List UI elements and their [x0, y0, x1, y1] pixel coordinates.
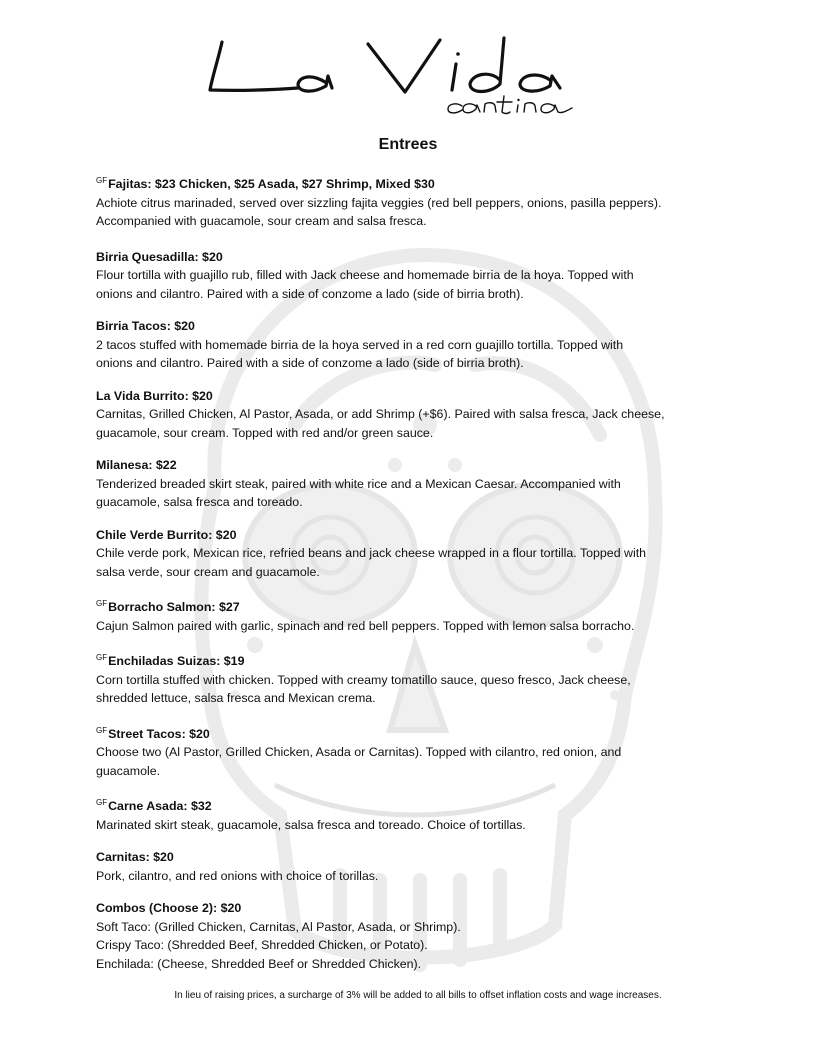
menu-item-description: Cajun Salmon paired with garlic, spinach and red bell peppers. Topped with lemon salsa borracho.: [96, 618, 635, 633]
menu-item-name: [96, 722, 721, 744]
menu-item-description: guacamole, salsa fresca and toreado.: [96, 495, 303, 509]
menu-item-description: Achiote citrus marinaded, served over sizzling fajita veggies (red bell peppers, onions, pasilla peppers).: [96, 195, 662, 210]
menu-item-description: guacamole, sour cream. Topped with red and/or green sauce.: [96, 425, 434, 440]
menu-item-name: [96, 387, 721, 406]
menu-item: [96, 387, 721, 443]
menu-item-name: [96, 899, 721, 918]
menu-item-title: Carne Asada: $32: [108, 799, 212, 813]
menu-item-description: Carnitas, Grilled Chicken, Al Pastor, Asada, or add Shrimp (+$6). Paired with salsa fresca, Jack cheese,: [96, 407, 665, 421]
menu-item-description: 2 tacos stuffed with homemade birria de la hoya served in a red corn guajillo tortilla. Topped with: [96, 337, 624, 352]
menu-item-description: shredded lettuce, salsa fresca and Mexican crema.: [96, 691, 376, 705]
menu-item-title: Birria Quesadilla: $20: [96, 249, 223, 264]
menu-list: [96, 172, 721, 973]
menu-item-description: Accompanied with guacamole, sour cream and salsa fresca.: [96, 214, 427, 228]
menu-item-description: Pork, cilantro, and red onions with choice of torillas.: [96, 868, 379, 883]
menu-item-title: Enchiladas Suizas: $19: [108, 654, 245, 668]
menu-item-name: [96, 172, 721, 194]
menu-item: [96, 248, 721, 304]
page-title: Entrees: [378, 136, 438, 153]
gluten-free-marker: GF: [96, 599, 108, 608]
menu-item-description: guacamole.: [96, 763, 161, 778]
menu-item: [96, 899, 721, 973]
menu-item: [96, 722, 721, 781]
menu-item-title: La Vida Burrito: $20: [96, 388, 213, 403]
menu-item-title: Chile Verde Burrito: $20: [96, 527, 237, 542]
menu-item-description: Chile verde pork, Mexican rice, refried beans and jack cheese wrapped in a flour tortilla. Topped with: [96, 546, 647, 560]
menu-item-title: Milanesa: $22: [96, 458, 177, 472]
gluten-free-marker: GF: [96, 176, 108, 185]
menu-item-description: onions and cilantro. Paired with a side of conzome a lado (side of birria broth).: [96, 286, 524, 301]
menu-item: [96, 317, 721, 373]
menu-item-title: Fajitas: $23 Chicken, $25 Asada, $27 Shrimp, Mixed $30: [108, 177, 435, 191]
menu-item: [96, 526, 721, 582]
menu-item-description: Enchilada: (Cheese, Shredded Beef or Shredded Chicken).: [96, 956, 422, 971]
menu-item-description: Choose two (Al Pastor, Grilled Chicken, Asada or Carnitas). Topped with cilantro, red onion, and: [96, 745, 622, 759]
menu-item: [96, 595, 721, 635]
gluten-free-marker: GF: [96, 725, 108, 735]
menu-item: [96, 848, 721, 885]
menu-item-name: [96, 248, 721, 267]
menu-item-title: Borracho Salmon: $27: [108, 600, 240, 614]
menu-item-description: onions and cilantro. Paired with a side of conzome a lado (side of birria broth).: [96, 356, 524, 370]
menu-item-description: Soft Taco: (Grilled Chicken, Carnitas, Al Pastor, Asada, or Shrimp).: [96, 919, 461, 934]
menu-item-name: [96, 848, 721, 867]
menu-item-title: Carnitas: $20: [96, 850, 174, 864]
menu-item-description: Marinated skirt steak, guacamole, salsa fresca and toreado. Choice of tortillas.: [96, 817, 526, 832]
menu-item-description: salsa verde, sour cream and guacamole.: [96, 564, 320, 579]
menu-item-name: [96, 526, 721, 545]
menu-item-title: Street Tacos: $20: [108, 726, 210, 741]
menu-item-title: Birria Tacos: $20: [96, 319, 195, 333]
menu-item-description: Flour tortilla with guajillo rub, filled with Jack cheese and homemade birria de la hoya. Topped with: [96, 268, 634, 282]
menu-item-title: Combos (Choose 2): $20: [96, 901, 242, 915]
gluten-free-marker: GF: [96, 798, 108, 807]
menu-item: [96, 794, 721, 834]
menu-item-name: [96, 595, 721, 617]
menu-item-description: Corn tortilla stuffed with chicken. Topped with creamy tomatillo sauce, queso fresco, Jack cheese,: [96, 672, 631, 687]
menu-item: [96, 172, 721, 231]
gluten-free-marker: GF: [96, 653, 108, 662]
la-vida-cantina-logo: [200, 30, 585, 126]
menu-item-name: [96, 317, 721, 336]
menu-item-description: Tenderized breaded skirt steak, paired with white rice and a Mexican Caesar. Accompanied with: [96, 476, 621, 491]
menu-item-name: [96, 649, 721, 671]
menu-item: [96, 456, 721, 512]
menu-item-name: [96, 456, 721, 475]
menu-item: [96, 649, 721, 708]
menu-item-name: [96, 794, 721, 816]
surcharge-note: In lieu of raising prices, a surcharge of 3% will be added to all bills to offset inflation costs and wage increases.: [174, 990, 662, 1001]
menu-item-description: Crispy Taco: (Shredded Beef, Shredded Chicken, or Potato).: [96, 938, 428, 952]
